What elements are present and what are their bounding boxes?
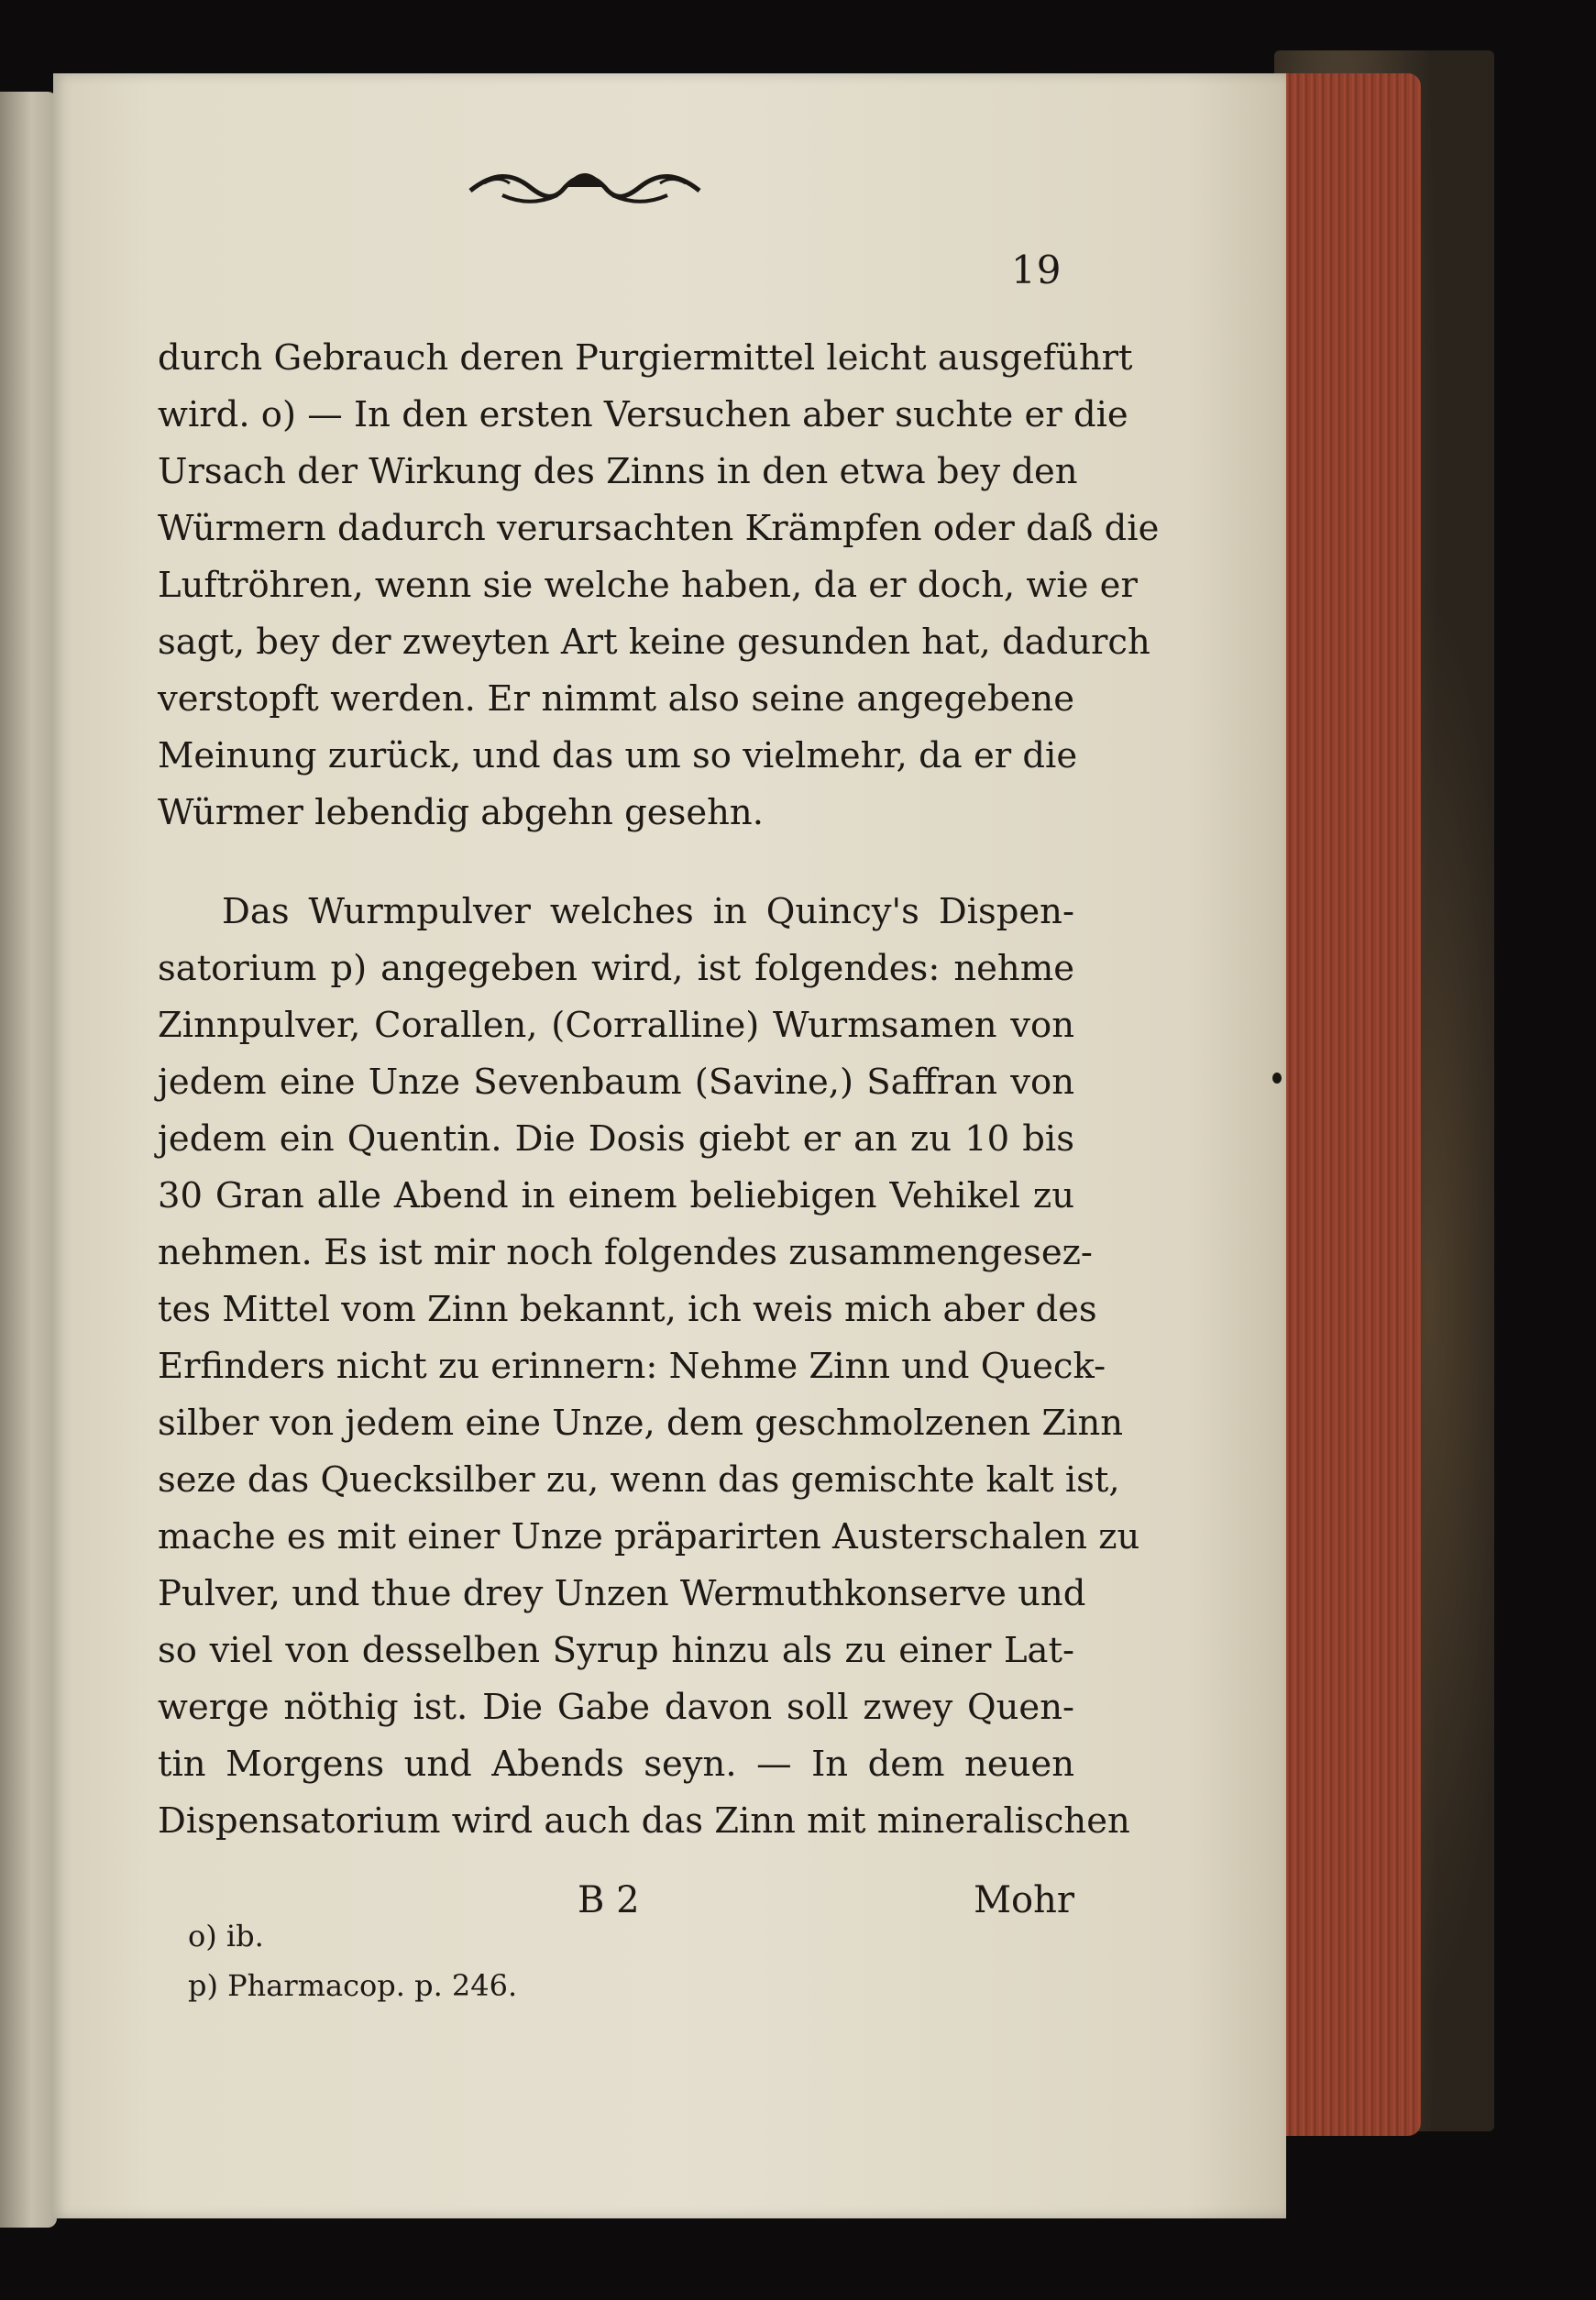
text-line: sagt, bey der zweyten Art keine gesunden hat, dadurch bbox=[158, 622, 1150, 663]
text-line: Das Wurmpulver welches in Quincy's Dispen- bbox=[222, 891, 1074, 932]
adjacent-page-edge bbox=[0, 92, 57, 2228]
text-line: Meinung zurück, und das um so vielmehr, da er die bbox=[158, 735, 1078, 776]
footnotes bbox=[188, 1911, 517, 2010]
text-line: Erfinders nicht zu erinnern: Nehme Zinn und Queck- bbox=[158, 1346, 1106, 1387]
footnote: o) ib. bbox=[188, 1919, 264, 1953]
catchword: Mohr bbox=[974, 1879, 1074, 1921]
text-line: durch Gebrauch deren Purgiermittel leicht ausgeführt bbox=[158, 337, 1133, 379]
body-text bbox=[158, 330, 1160, 1850]
text-line: tes Mittel vom Zinn bekannt, ich weis mich aber des bbox=[158, 1289, 1097, 1330]
text-line: verstopft werden. Er nimmt also seine angegebene bbox=[158, 678, 1074, 720]
text-line: seze das Quecksilber zu, wenn das gemischte kalt ist, bbox=[158, 1459, 1120, 1501]
text-line: tin Morgens und Abends seyn. — In dem neuen bbox=[158, 1744, 1074, 1785]
text-line: Würmern dadurch verursachten Krämpfen oder daß die bbox=[158, 508, 1160, 549]
text-line: 30 Gran alle Abend in einem beliebigen Vehikel zu bbox=[158, 1175, 1074, 1216]
page-fore-edge bbox=[1276, 73, 1421, 2136]
page-number: 19 bbox=[1011, 248, 1062, 292]
margin-mark bbox=[1272, 1073, 1282, 1084]
text-line: Dispensatorium wird auch das Zinn mit mineralischen bbox=[158, 1800, 1130, 1842]
text-line: mache es mit einer Unze präparirten Austerschalen zu bbox=[158, 1516, 1140, 1557]
text-line: Zinnpulver, Corallen, (Corralline) Wurmsamen von bbox=[158, 1005, 1074, 1046]
footnote: p) Pharmacop. p. 246. bbox=[188, 1968, 518, 2003]
paragraph bbox=[158, 884, 1140, 1850]
text-line: jedem eine Unze Sevenbaum (Savine,) Saffran von bbox=[158, 1062, 1074, 1103]
text-line: Ursach der Wirkung des Zinns in den etwa bey den bbox=[158, 451, 1078, 492]
text-line: silber von jedem eine Unze, dem geschmolzenen Zinn bbox=[158, 1403, 1124, 1444]
text-line: jedem ein Quentin. Die Dosis giebt er an zu 10 bis bbox=[158, 1118, 1074, 1160]
scroll-ornament-icon bbox=[466, 163, 704, 209]
text-line: werge nöthig ist. Die Gabe davon soll zwey Quen- bbox=[158, 1687, 1074, 1728]
text-line: nehmen. Es ist mir noch folgendes zusammengesez- bbox=[158, 1232, 1093, 1273]
text-line: Pulver, und thue drey Unzen Wermuthkonserve und bbox=[158, 1573, 1086, 1614]
text-line: Luftröhren, wenn sie welche haben, da er doch, wie er bbox=[158, 565, 1138, 606]
text-line: so viel von desselben Syrup hinzu als zu einer Lat- bbox=[158, 1630, 1074, 1671]
text-line: satorium p) angegeben wird, ist folgendes: nehme bbox=[158, 948, 1074, 989]
text-line: wird. o) — In den ersten Versuchen aber suchte er die bbox=[158, 394, 1128, 435]
text-line: Würmer lebendig abgehn gesehn. bbox=[158, 792, 764, 833]
paragraph bbox=[158, 330, 1160, 842]
signature-mark: B 2 bbox=[578, 1879, 640, 1921]
